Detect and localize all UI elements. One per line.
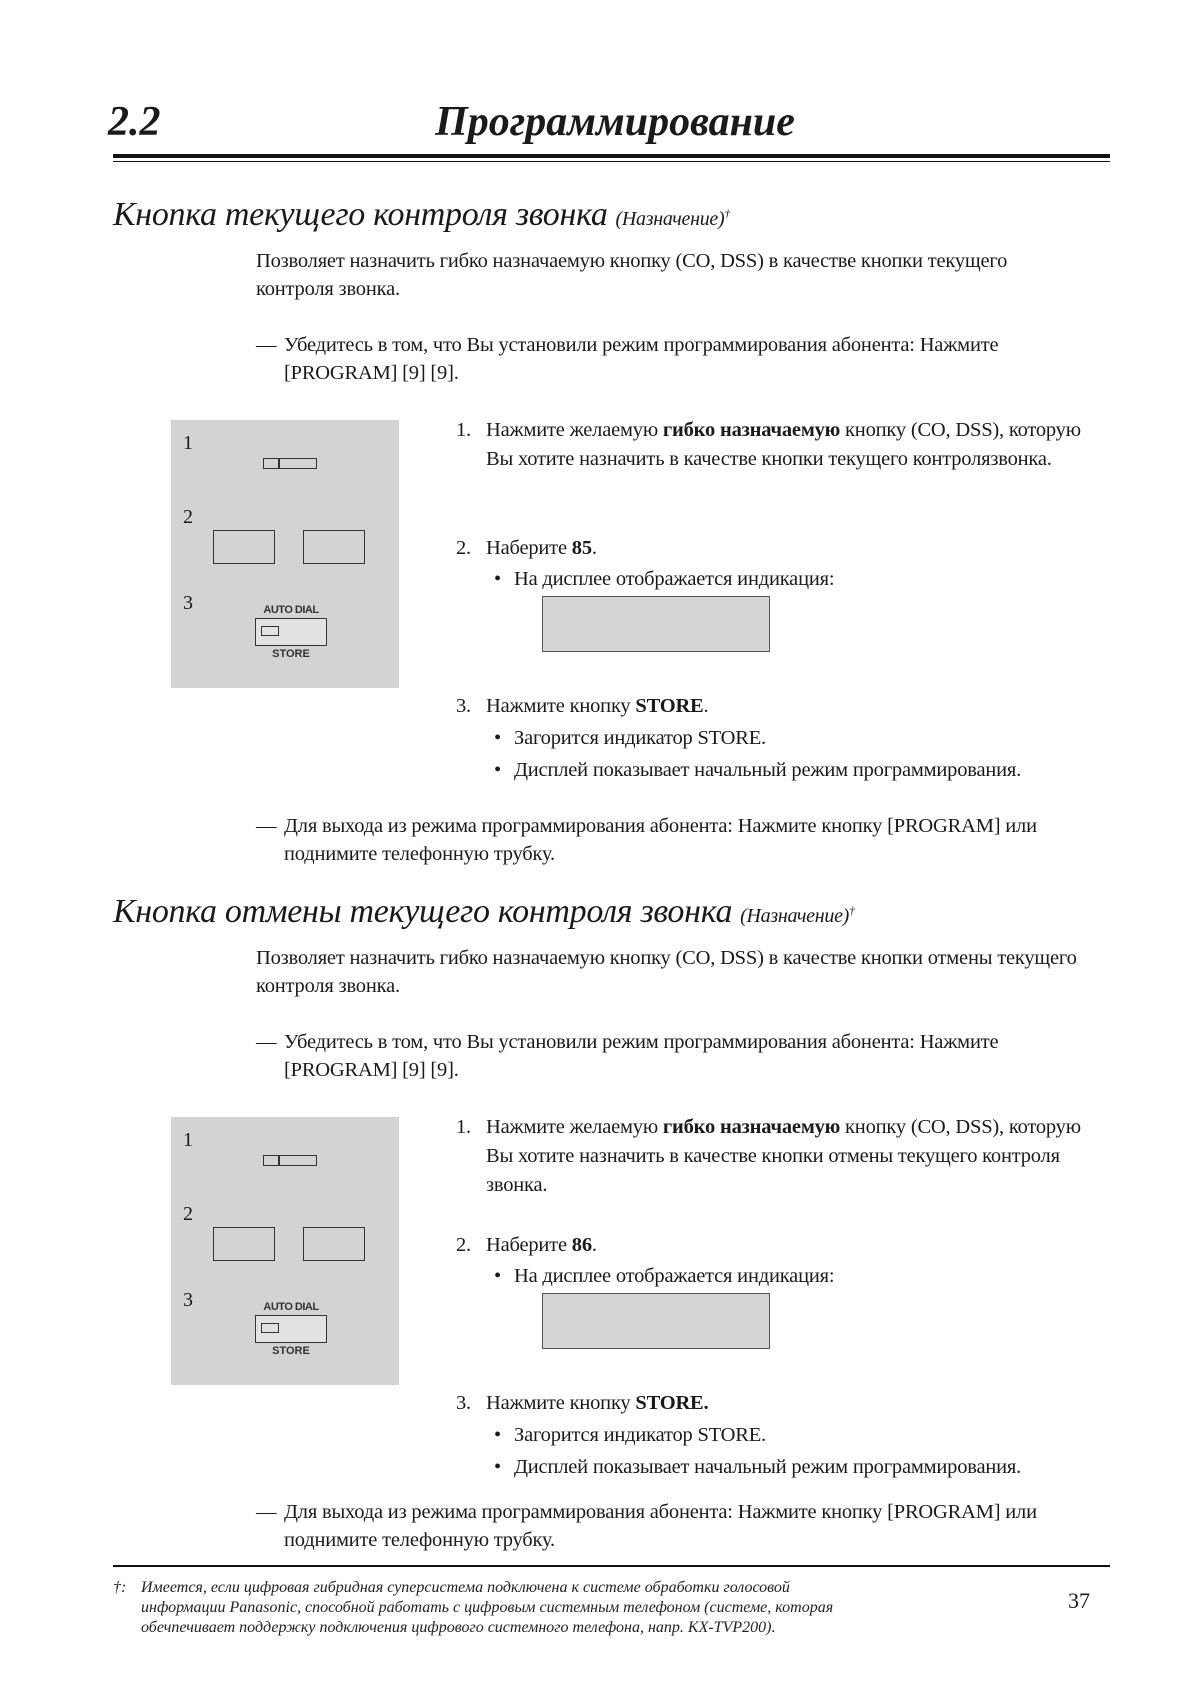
key-icon bbox=[303, 530, 365, 564]
section-title bbox=[113, 893, 855, 931]
emphasis: гибко назначаемую bbox=[662, 1116, 841, 1138]
bullet-item: • Дисплей показывает начальный режим программирования. bbox=[494, 1456, 1022, 1478]
store-label: STORE bbox=[272, 1345, 310, 1357]
auto-dial-button-icon bbox=[255, 1315, 327, 1343]
header-rule bbox=[113, 154, 1110, 158]
footnote bbox=[113, 1578, 853, 1638]
step-1: 1. Нажмите желаемую гибко назначаемую кнопку (CO, DSS), которую Вы хотите назначить в качестве кнопки отмены текущего контроля звонка. bbox=[456, 1113, 1096, 1200]
dash-mark: — bbox=[256, 1031, 277, 1053]
dagger-mark: † bbox=[849, 903, 855, 918]
dash-mark: — bbox=[256, 815, 277, 837]
step-number: 3. bbox=[456, 1392, 471, 1414]
figure-label-1: 1 bbox=[183, 432, 193, 454]
auto-dial-label: AUTO DIAL bbox=[263, 604, 319, 616]
figure-label-3: 3 bbox=[183, 592, 193, 614]
led-button-icon bbox=[263, 458, 317, 469]
key-icon bbox=[213, 1227, 275, 1261]
display-panel bbox=[542, 596, 770, 652]
exit-note-text: Для выхода из режима программирования абонента: Нажмите кнопку [PROGRAM] или поднимите телефонную трубку. bbox=[284, 1501, 1037, 1551]
store-label: STORE bbox=[272, 648, 310, 660]
store-key: STORE. bbox=[635, 1392, 709, 1414]
display-panel bbox=[542, 1293, 770, 1349]
bullet-item: • Загорится индикатор STORE. bbox=[494, 1424, 766, 1446]
step-3: 3. Нажмите кнопку STORE. bbox=[456, 1389, 1096, 1418]
section-title-text: Кнопка отмены текущего контроля звонка bbox=[113, 893, 733, 930]
step-number: 1. bbox=[456, 419, 471, 441]
emphasis: гибко назначаемую bbox=[662, 419, 841, 441]
section-note: (Назначение)† bbox=[615, 206, 731, 230]
prerequisite-note bbox=[256, 331, 1086, 387]
section-title-text: Кнопка текущего контроля звонка bbox=[113, 196, 608, 233]
footnote-rule bbox=[113, 1565, 1110, 1567]
bullet-item: • На дисплее отображается индикация: bbox=[494, 1265, 835, 1287]
step-2: 2. Наберите 85. bbox=[456, 534, 1096, 563]
figure-label-3: 3 bbox=[183, 1289, 193, 1311]
chapter-number: 2.2 bbox=[108, 99, 161, 145]
section-title bbox=[113, 196, 730, 234]
dial-code: 85 bbox=[571, 537, 592, 559]
prerequisite-text: Убедитесь в том, что Вы установили режим программирования абонента: Нажмите [PROGRAM] [9] [9]. bbox=[284, 334, 999, 384]
chapter-title: Программирование bbox=[435, 99, 795, 145]
figure-label-1: 1 bbox=[183, 1129, 193, 1151]
page-number: 37 bbox=[1068, 1588, 1090, 1613]
figure-label-2: 2 bbox=[183, 506, 193, 528]
keypad-figure bbox=[171, 1117, 399, 1385]
step-3: 3. Нажмите кнопку STORE. bbox=[456, 692, 1096, 721]
step-number: 3. bbox=[456, 695, 471, 717]
bullet-item: • Дисплей показывает начальный режим программирования. bbox=[494, 759, 1022, 781]
step-number: 1. bbox=[456, 1116, 471, 1138]
footnote-text: Имеется, если цифровая гибридная суперсистема подключена к системе обработки голосовой информации Panasonic, способной работать с цифровым системным телефоном (системе, которая обечпечивает поддержку подключения цифрового системного телефона, напр. KX-TVP200). bbox=[141, 1579, 834, 1636]
dial-code: 86 bbox=[571, 1234, 592, 1256]
step-1: 1. Нажмите желаемую гибко назначаемую кнопку (CO, DSS), которую Вы хотите назначить в качестве кнопки текущего контролязвонка. bbox=[456, 416, 1096, 474]
auto-dial-button-icon bbox=[255, 618, 327, 646]
key-icon bbox=[213, 530, 275, 564]
exit-note bbox=[256, 812, 1086, 868]
section-note: (Назначение)† bbox=[740, 903, 855, 927]
store-key: STORE bbox=[635, 695, 704, 717]
bullet-item: • На дисплее отображается индикация: bbox=[494, 568, 835, 590]
section-description: Позволяет назначить гибко назначаемую кнопку (CO, DSS) в качестве кнопки отмены текущего контроля звонка. bbox=[256, 947, 1077, 997]
footnote-mark: †: bbox=[113, 1579, 127, 1596]
dash-mark: — bbox=[256, 1501, 277, 1523]
figure-label-2: 2 bbox=[183, 1203, 193, 1225]
dash-mark: — bbox=[256, 334, 277, 356]
key-icon bbox=[303, 1227, 365, 1261]
led-button-icon bbox=[263, 1155, 317, 1166]
prerequisite-note bbox=[256, 1028, 1086, 1084]
keypad-figure bbox=[171, 420, 399, 688]
exit-note bbox=[256, 1498, 1086, 1554]
step-number: 2. bbox=[456, 1234, 471, 1256]
step-2: 2. Наберите 86. bbox=[456, 1231, 1096, 1260]
auto-dial-label: AUTO DIAL bbox=[263, 1301, 319, 1313]
section-description: Позволяет назначить гибко назначаемую кнопку (CO, DSS) в качестве кнопки текущего контроля звонка. bbox=[256, 250, 1008, 300]
exit-note-text: Для выхода из режима программирования абонента: Нажмите кнопку [PROGRAM] или поднимите телефонную трубку. bbox=[284, 815, 1037, 865]
bullet-item: • Загорится индикатор STORE. bbox=[494, 727, 766, 749]
prerequisite-text: Убедитесь в том, что Вы установили режим программирования абонента: Нажмите [PROGRAM] [9] [9]. bbox=[284, 1031, 999, 1081]
step-number: 2. bbox=[456, 537, 471, 559]
dagger-mark: † bbox=[724, 206, 731, 221]
header-rule-thin bbox=[113, 161, 1110, 162]
